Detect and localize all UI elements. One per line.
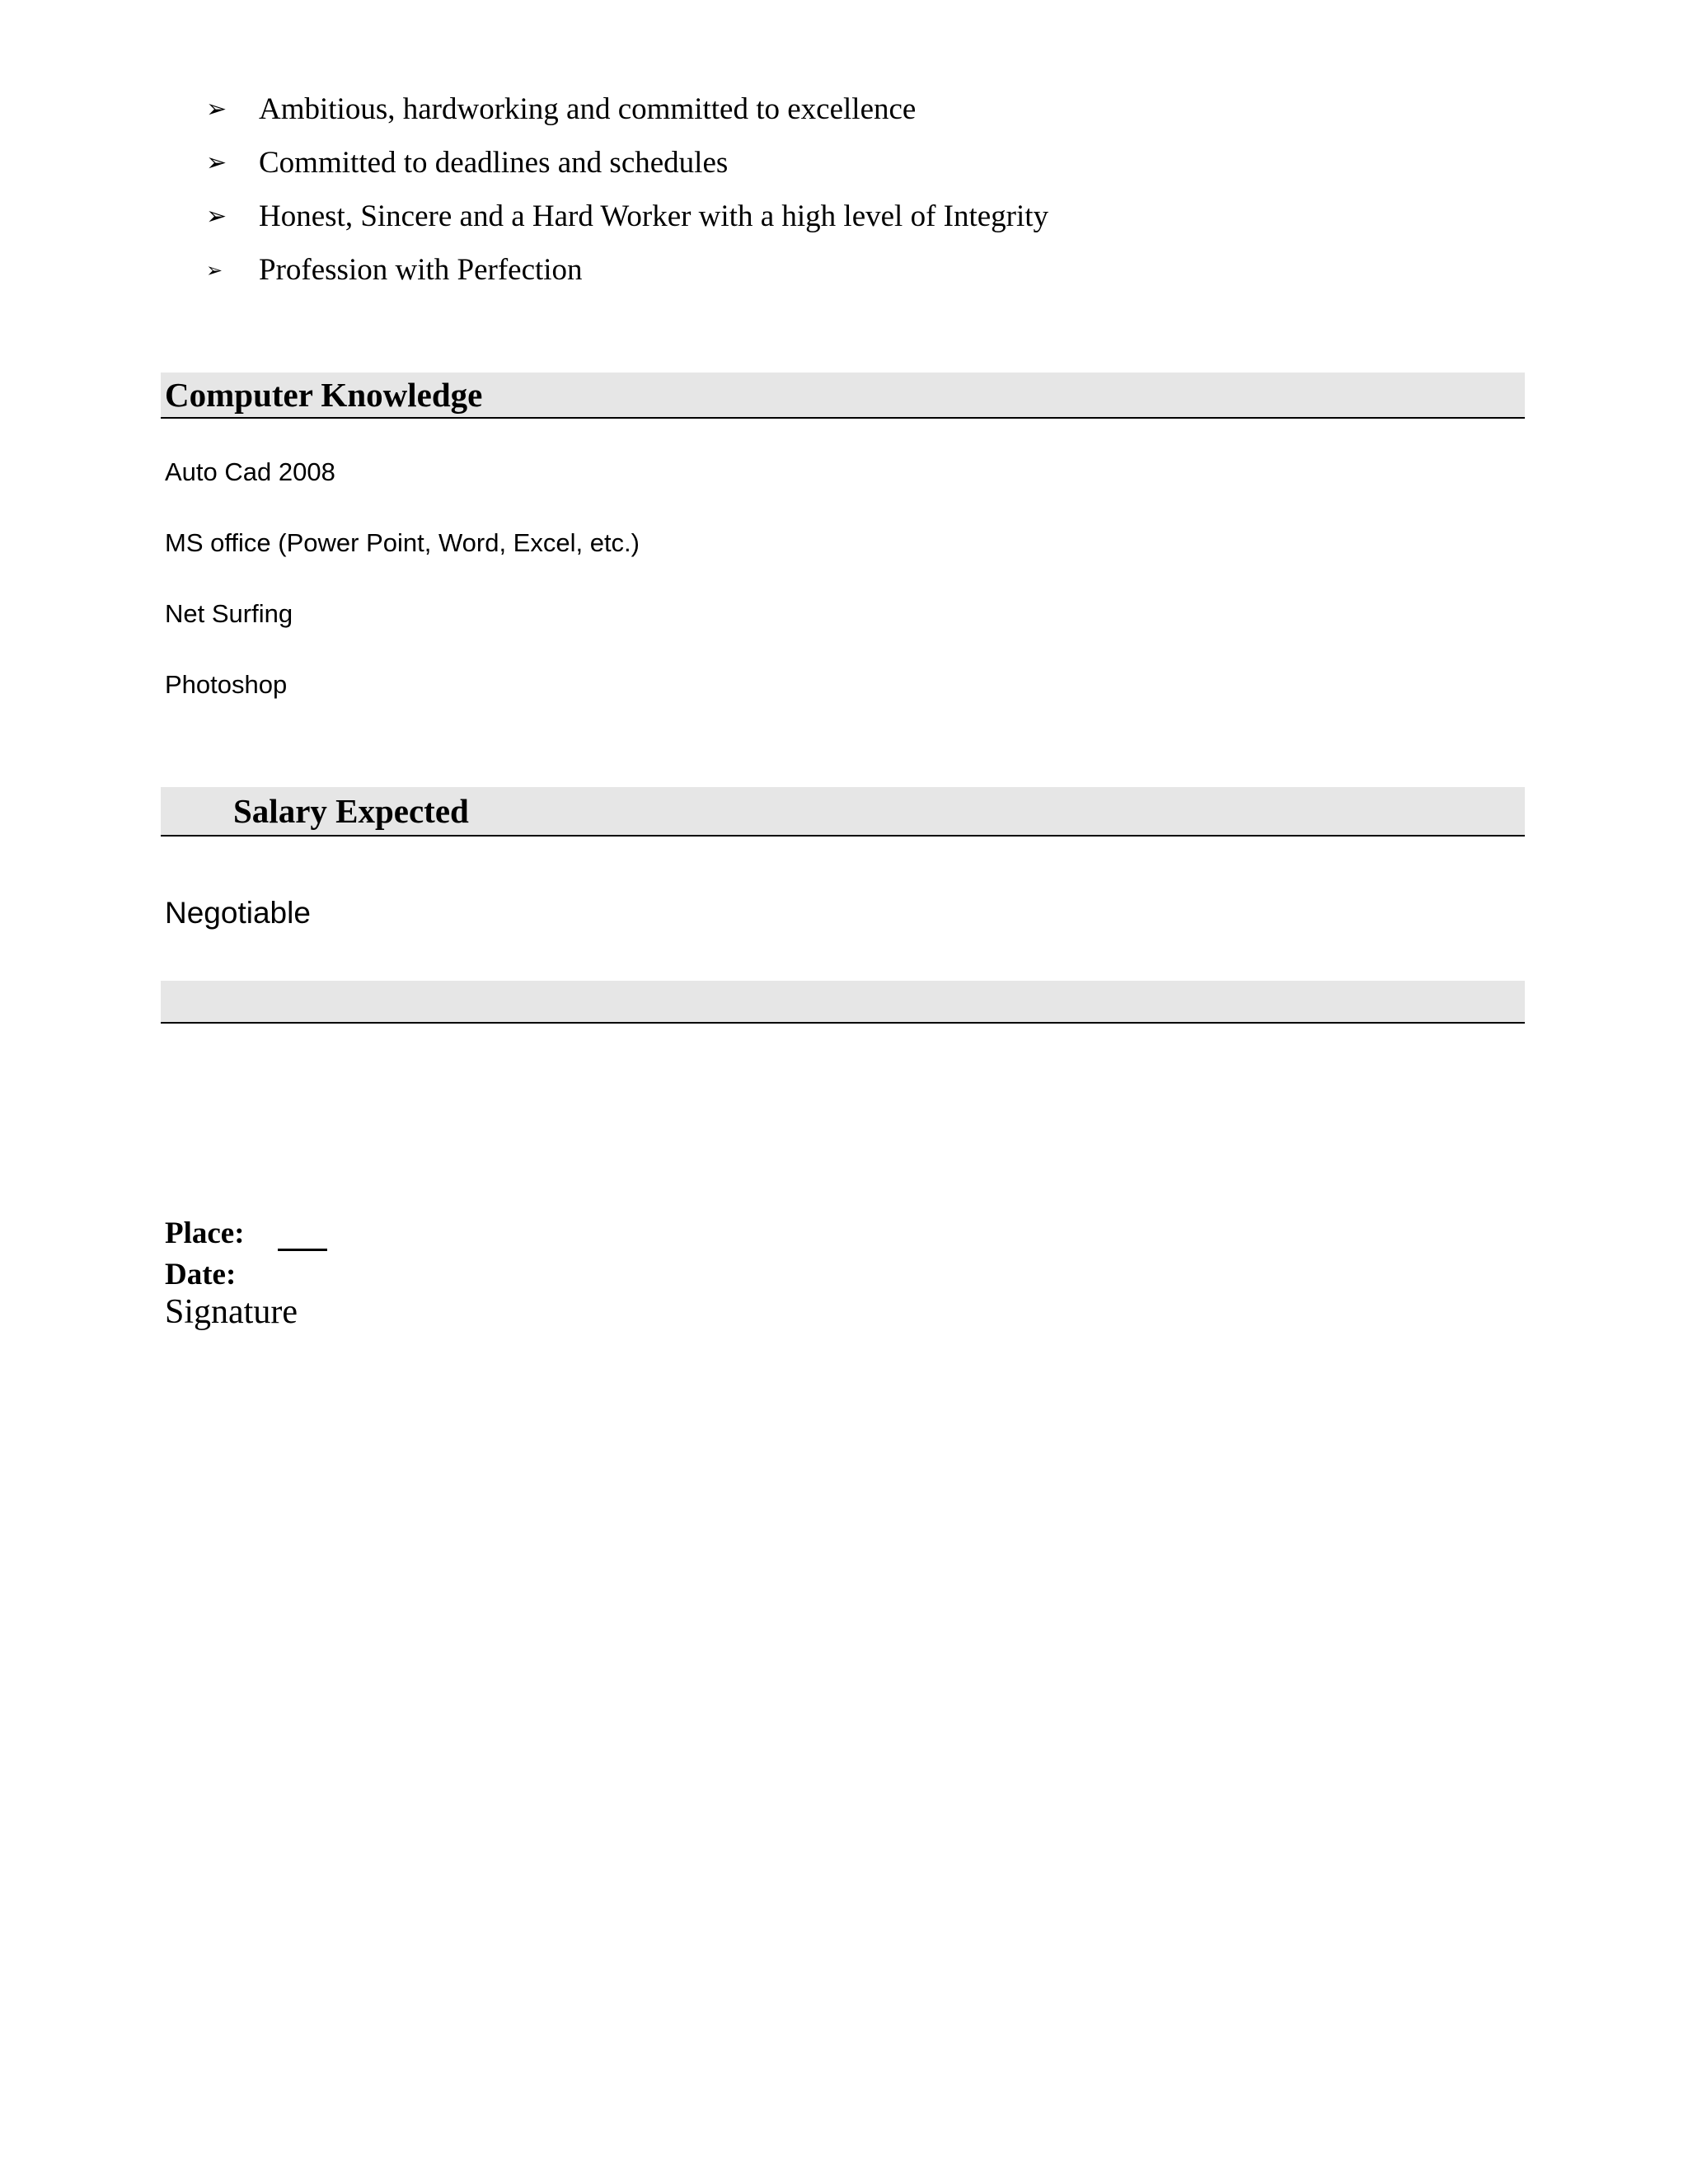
trait-text: Profession with Perfection (259, 253, 583, 287)
section-title: Salary Expected (233, 792, 469, 830)
signature-label: Signature (165, 1293, 298, 1331)
arrowhead-bullet-icon: ➢ (206, 201, 227, 231)
computer-knowledge-list (165, 456, 640, 739)
arrowhead-bullet-icon: ➢ (206, 94, 227, 124)
list-item (206, 136, 1048, 190)
trait-text: Honest, Sincere and a Hard Worker with a high level of Integrity (259, 199, 1049, 233)
empty-section-header (161, 981, 1525, 1024)
traits-list (206, 82, 1048, 297)
salary-value: Negotiable (165, 896, 311, 930)
list-item (206, 190, 1048, 243)
place-blank-line (278, 1249, 327, 1251)
salary-expected-header (161, 787, 1525, 837)
trait-text: Committed to deadlines and schedules (259, 146, 729, 180)
list-item: MS office (Power Point, Word, Excel, etc.) (165, 528, 640, 557)
computer-knowledge-header (161, 373, 1525, 419)
list-item: Net Surfing (165, 599, 293, 628)
arrowhead-bullet-icon: ➢ (206, 258, 223, 282)
list-item: Photoshop (165, 670, 288, 699)
section-title: Computer Knowledge (165, 376, 483, 414)
arrowhead-bullet-icon: ➢ (206, 148, 227, 177)
place-label: Place: (165, 1216, 245, 1250)
trait-text: Ambitious, hardworking and committed to excellence (259, 92, 917, 126)
list-item (206, 243, 1048, 297)
list-item (206, 82, 1048, 136)
list-item: Auto Cad 2008 (165, 457, 335, 486)
date-label: Date: (165, 1258, 237, 1291)
